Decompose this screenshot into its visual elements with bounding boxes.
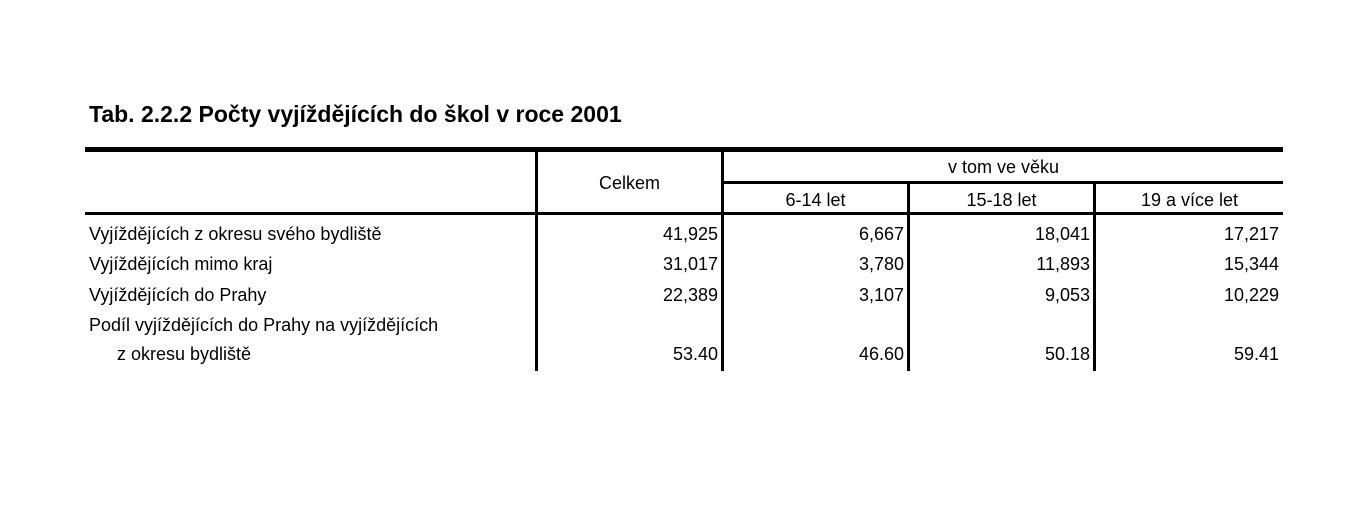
header-age-group: v tom ve věku [947, 157, 1060, 177]
row-age-6-14: 3,780 [858, 254, 904, 274]
row-age-19-plus: 17,217 [1223, 224, 1279, 244]
row-label-continuation: z okresu bydliště [117, 344, 252, 364]
age-group-rule [724, 181, 1283, 184]
row-total: 31,017 [662, 254, 718, 274]
row-age-15-18: 50.18 [1044, 344, 1090, 364]
header-age-15-18: 15-18 let [966, 190, 1037, 210]
header-bottom-rule [85, 212, 1283, 215]
header-age-19-plus: 19 a více let [1140, 190, 1239, 210]
row-label: Podíl vyjíždějících do Prahy na vyjíždějících [89, 315, 439, 335]
row-age-15-18: 9,053 [1044, 285, 1090, 305]
row-label: Vyjíždějících mimo kraj [89, 254, 273, 274]
row-age-6-14: 3,107 [858, 285, 904, 305]
row-label: Vyjíždějících z okresu svého bydliště [89, 224, 382, 244]
row-total: 53.40 [672, 344, 718, 364]
row-age-19-plus: 15,344 [1223, 254, 1279, 274]
row-label: Vyjíždějících do Prahy [89, 285, 267, 305]
row-age-15-18: 11,893 [1036, 254, 1090, 274]
header-age-6-14: 6-14 let [785, 190, 846, 210]
row-total: 22,389 [662, 285, 718, 305]
table-top-rule [85, 147, 1283, 152]
commuters-table [85, 147, 1283, 371]
row-total: 41,925 [662, 224, 718, 244]
header-total: Celkem [598, 173, 660, 193]
row-age-6-14: 46.60 [858, 344, 904, 364]
row-age-19-plus: 10,229 [1223, 285, 1279, 305]
row-age-19-plus: 59.41 [1233, 344, 1279, 364]
row-age-6-14: 6,667 [858, 224, 904, 244]
row-age-15-18: 18,041 [1034, 224, 1090, 244]
page-title: Tab. 2.2.2 Počty vyjíždějících do škol v roce 2001 [89, 101, 622, 127]
